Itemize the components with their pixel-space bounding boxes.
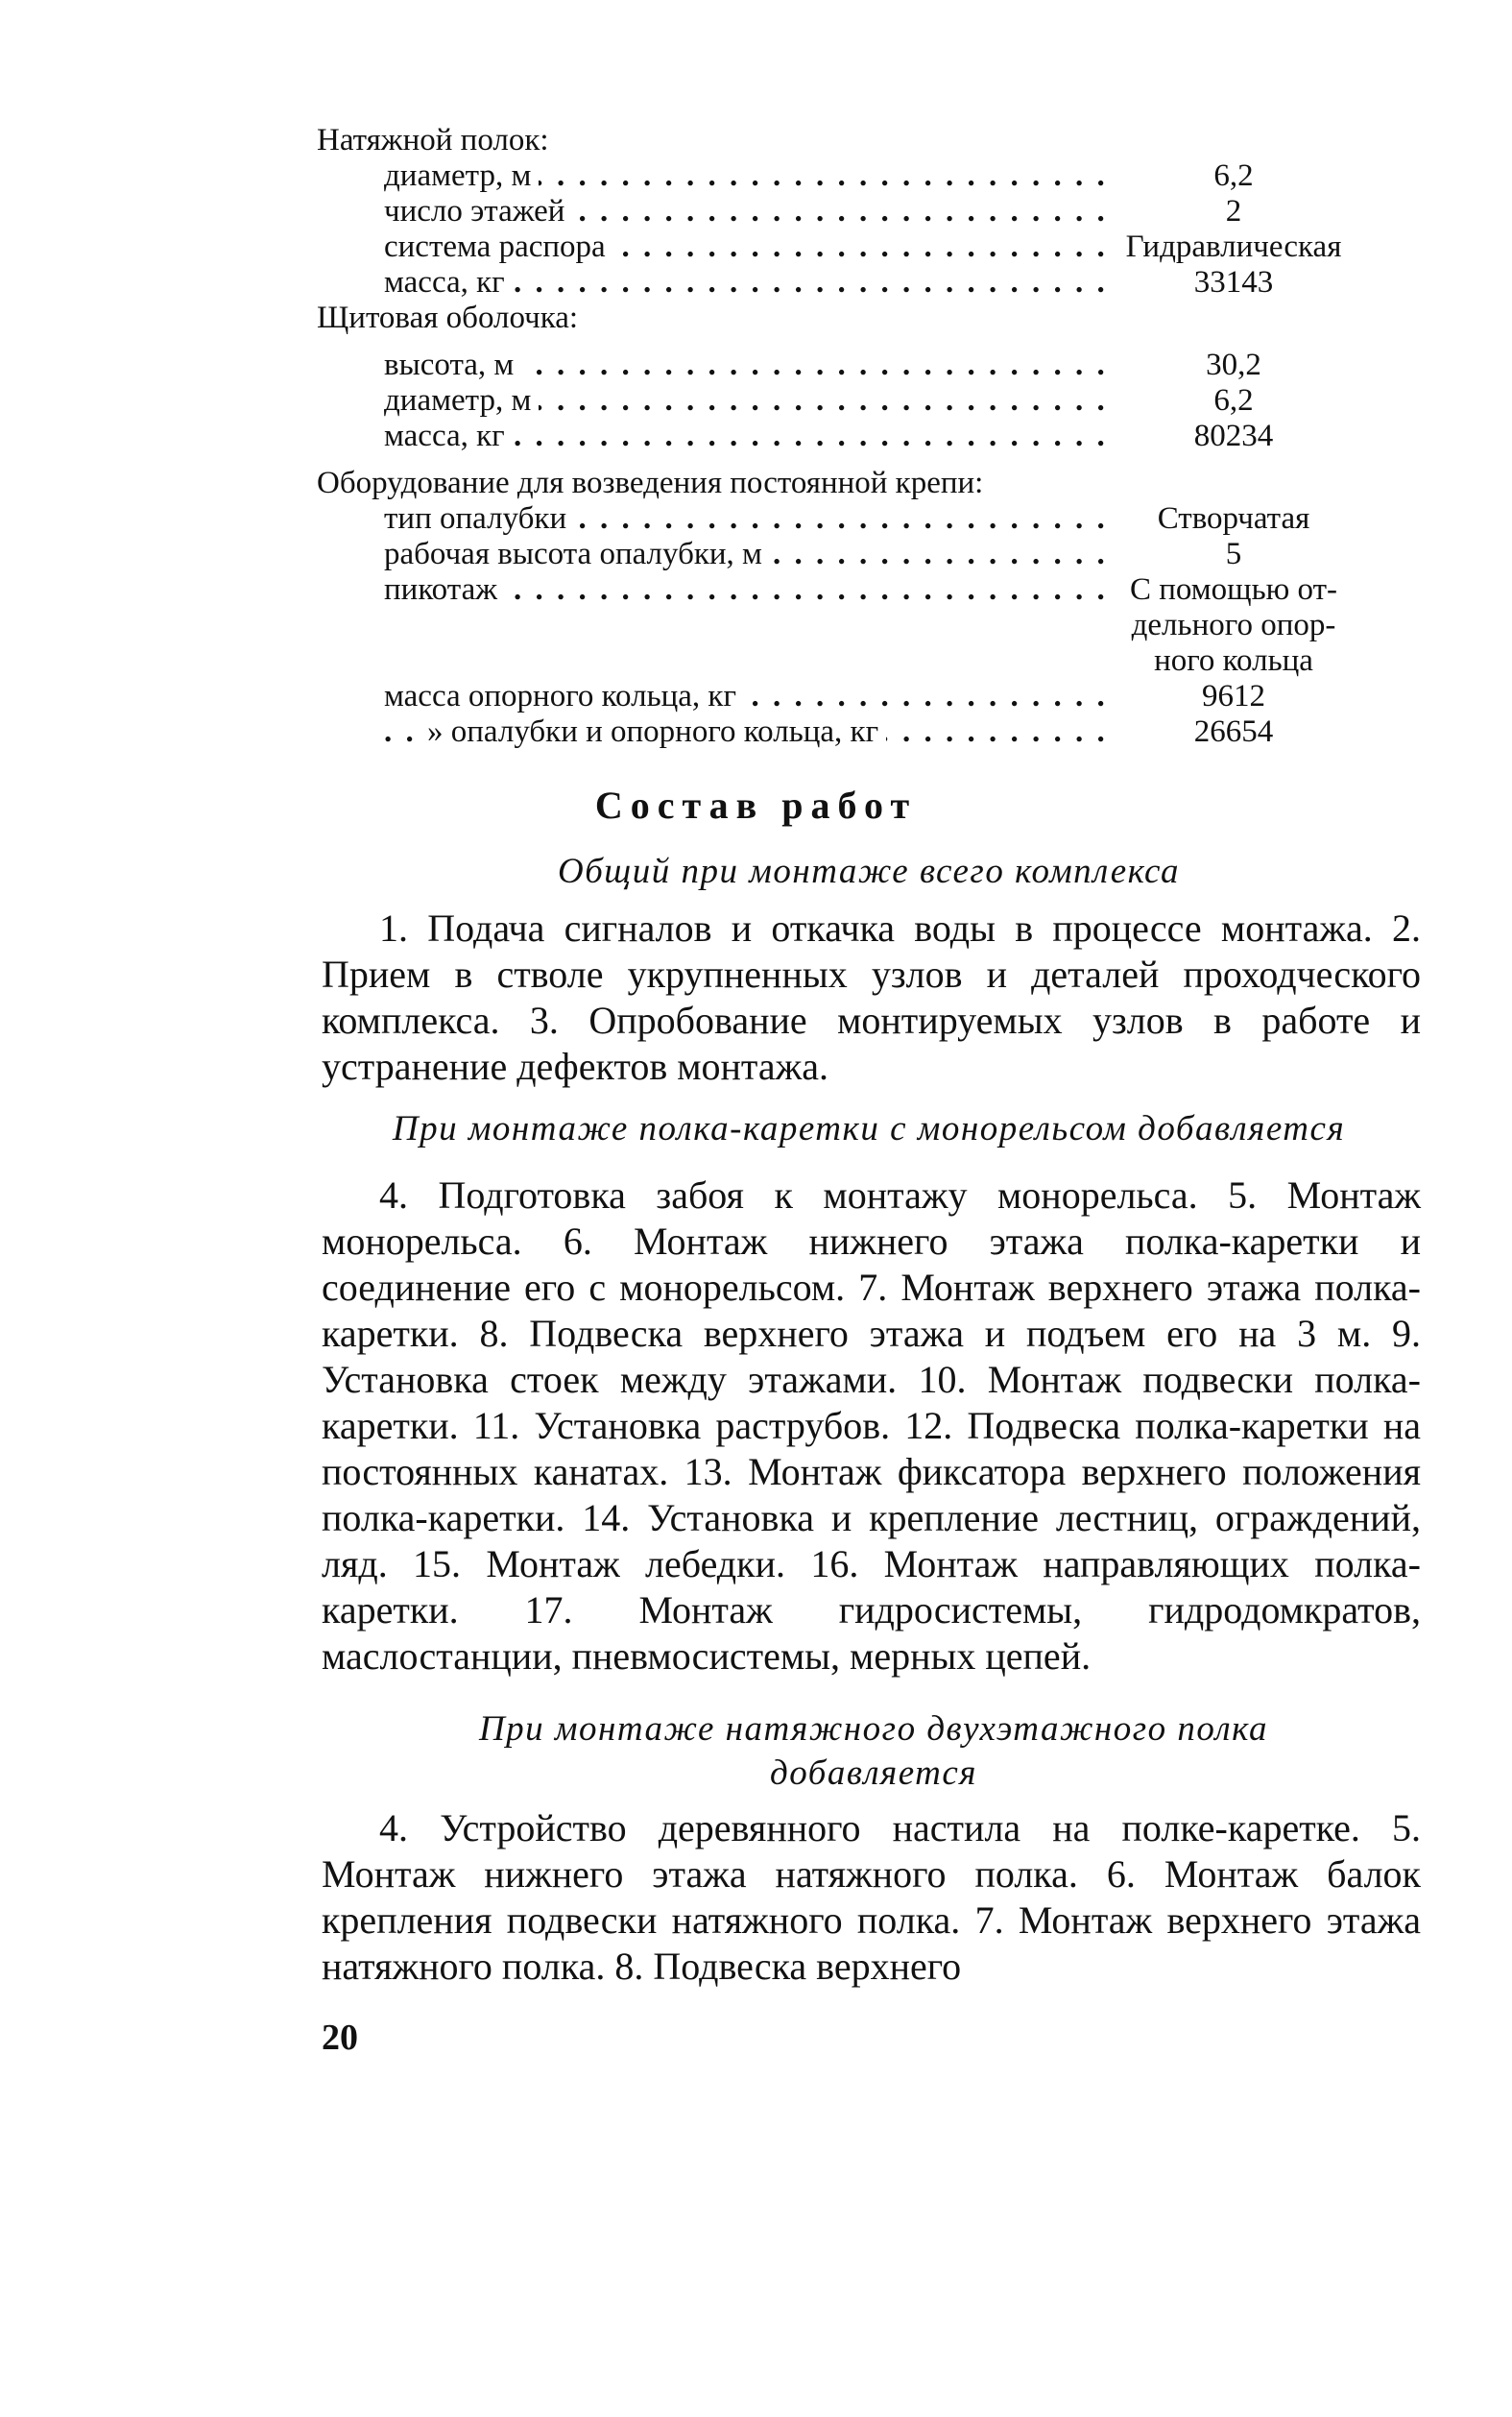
spec-label-text: масса опорного кольца, кг — [384, 679, 744, 713]
spec-value: 33143 — [1193, 265, 1274, 300]
subheading-general: Общий при монтаже всего комплекса — [557, 852, 1181, 891]
spec-group-title: Щитовая оболочка: — [317, 301, 579, 335]
spec-group-title: Натяжной полок: — [317, 123, 549, 157]
spec-value: 26654 — [1193, 714, 1274, 749]
spec-label-text: » опалубки и опорного кольца, кг — [427, 714, 886, 749]
spec-group-permanent-support — [317, 466, 1421, 750]
spec-value: 9612 — [1202, 679, 1265, 713]
spec-label-text: тип опалубки — [384, 501, 574, 536]
spec-label — [317, 714, 1114, 750]
spec-label-text: масса, кг — [384, 419, 513, 453]
spec-row — [317, 714, 1421, 750]
paragraph-carriage: 4. Подготовка забоя к монтажу монорельса. 5. Монтаж монорельса. 6. Монтаж нижнего этажа полка-каретки и соединение его с монорельсом. 7. Монтаж верхнего этажа полка-каретки. 8. Подвеска верхнего этажа и подъем его на 3 м. 9. Установка стоек между этажами. 10. Монтаж подвески полка-каретки. 11. Установка раструбов. 12. Подвеска полка-каретки на постоянных канатах. 13. Монтаж фиксатора верхнего положения полка-каретки. 14. Установка и крепление лестниц, ограждений, ляд. 15. Монтаж лебедки. 16. Монтаж направляющих полка-каретки. 17. Монтаж гидросистемы, гидродомкратов, маслостанции, пневмосистемы, мерных цепей. — [322, 1173, 1421, 1678]
spec-row — [317, 348, 1421, 383]
paragraph-general: 1. Подача сигналов и откачка воды в процессе монтажа. 2. Прием в стволе укрупненных узлов и деталей проходческого комплекса. 3. Опробование монтируемых узлов в работе и устранение дефектов монтажа. — [322, 906, 1421, 1088]
spec-label-text: рабочая высота опалубки, м — [384, 537, 770, 571]
spec-row — [317, 501, 1421, 537]
spec-value: Створчатая — [1157, 501, 1310, 536]
spec-label — [317, 501, 1114, 537]
page-number: 20 — [322, 2018, 358, 2058]
spec-label — [317, 230, 1114, 265]
spec-value: С помощью от- дельного опор- ного кольца — [1129, 572, 1337, 678]
spec-table — [317, 123, 1421, 750]
spec-group-title: Оборудование для возведения постоянной крепи: — [317, 466, 984, 500]
spec-label — [317, 348, 1114, 383]
spec-row — [317, 419, 1421, 454]
spec-value: 2 — [1225, 194, 1242, 229]
spec-label-text: число этажей — [384, 194, 572, 229]
spec-value: 6,2 — [1213, 158, 1254, 193]
paragraph-tension-shelf: 4. Устройство деревянного настила на полке-каретке. 5. Монтаж нижнего этажа натяжного полка. 6. Монтаж балок крепления подвески натяжного полка. 7. Монтаж верхнего этажа натяжного полка. 8. Подвеска верхнего — [322, 1806, 1421, 1988]
spec-label — [317, 679, 1114, 714]
spec-label-text: пикотаж — [384, 572, 505, 607]
spec-value: 5 — [1225, 537, 1242, 571]
subheading-tension-shelf: При монтаже натяжного двухэтажного полка добавляется — [478, 1709, 1269, 1793]
spec-row — [317, 572, 1421, 679]
spec-label — [317, 158, 1114, 194]
spec-group-tension-shelf — [317, 123, 1421, 301]
spec-row — [317, 537, 1421, 572]
spec-label — [317, 572, 1114, 608]
spec-row — [317, 230, 1421, 265]
section-title: Состав работ — [594, 784, 918, 827]
spec-row — [317, 383, 1421, 419]
spec-value: 6,2 — [1213, 383, 1254, 418]
spec-label-text: диаметр, м — [384, 383, 539, 418]
spec-label — [317, 419, 1114, 454]
spec-label-text: высота, м — [384, 348, 521, 382]
spec-group-shield-shell — [317, 301, 1421, 454]
spec-row — [317, 679, 1421, 714]
spec-label — [317, 265, 1114, 301]
spec-value: 30,2 — [1206, 348, 1261, 382]
spec-row — [317, 265, 1421, 301]
spec-label-text: система распора — [384, 230, 613, 264]
subheading-carriage: При монтаже полка-каретки с монорельсом добавляется — [392, 1109, 1346, 1148]
spec-label — [317, 194, 1114, 230]
spec-value: 80234 — [1193, 419, 1274, 453]
spec-row — [317, 158, 1421, 194]
spec-row — [317, 194, 1421, 230]
spec-label-text: диаметр, м — [384, 158, 539, 193]
spec-label — [317, 383, 1114, 419]
spec-label-text: масса, кг — [384, 265, 513, 300]
spec-label — [317, 537, 1114, 572]
spec-value: Гидравлическая — [1125, 230, 1342, 264]
